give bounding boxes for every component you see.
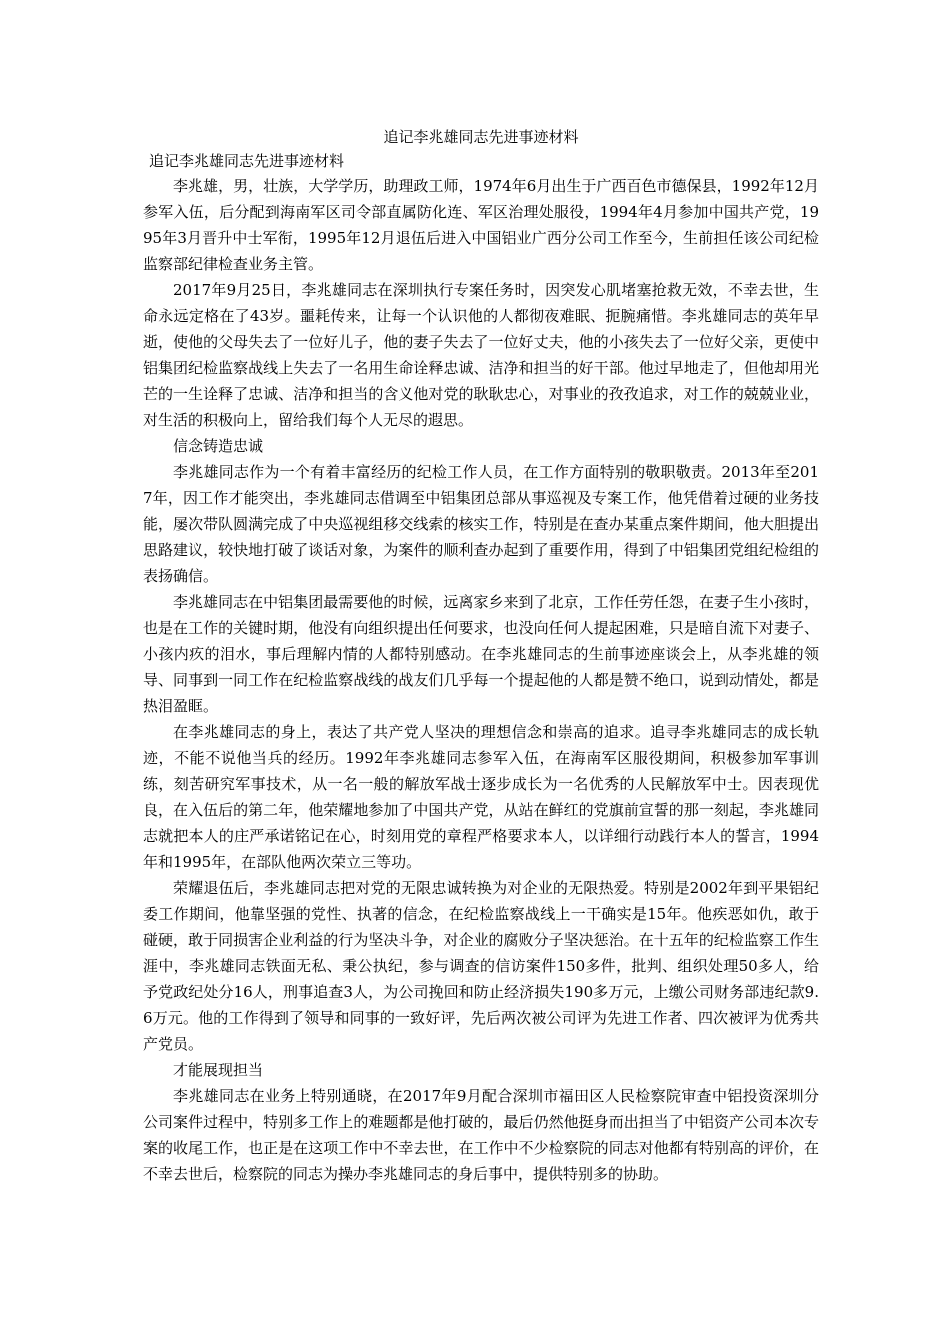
document-page	[143, 127, 819, 1187]
section-heading-loyalty: 信念铸造忠诚	[173, 437, 264, 455]
paragraph-loyalty-4: 荣耀退伍后，李兆雄同志把对党的无限忠诚转换为对企业的无限热爱。特别是2002年到平果铝纪委工作期间，他靠坚强的党性、执著的信念，在纪检监察战线上一干确实是15年。他疾恶如仇，敢于碰硬，敢于同损害企业利益的行为坚决斗争，对企业的腐败分子坚决惩治。在十五年的纪检监察工作生涯中，李兆雄同志铁面无私、秉公执纪，参与调查的信访案件150多件，批判、组织处理50多人，给予党政纪处分16人，刑事追查3人，为公司挽回和防止经济损失190多万元，上缴公司财务部违纪款9.6万元。他的工作得到了领导和同事的一致好评，先后两次被公司评为先进工作者、四次被评为优秀共产党员。	[143, 879, 819, 1053]
paragraph-death: 2017年9月25日，李兆雄同志在深圳执行专案任务时，因突发心肌堵塞抢救无效，不幸去世，生命永远定格在了43岁。噩耗传来，让每一个认识他的人都彻夜难眠、扼腕痛惜。李兆雄同志的英年早逝，使他的父母失去了一位好儿子，他的妻子失去了一位好丈夫，他的小孩失去了一位好父亲，更使中铝集团纪检监察战线上失去了一名用生命诠释忠诚、洁净和担当的好干部。他过早地走了，但他却用光芒的一生诠释了忠诚、洁净和担当的含义他对党的耿耿忠心，对事业的孜孜追求，对工作的兢兢业业，对生活的积极向上，留给我们每个人无尽的遐思。	[143, 281, 819, 429]
paragraph-intro: 李兆雄，男，壮族，大学学历，助理政工师，1974年6月出生于广西百色市德保县，1992年12月参军入伍，后分配到海南军区司令部直属防化连、军区治理处服役，1994年4月参加中国共产党，1995年3月晋升中士军衔，1995年12月退伍后进入中国铝业广西分公司工作至今，生前担任该公司纪检监察部纪律检查业务主管。	[143, 177, 819, 273]
paragraph-responsibility-1: 李兆雄同志在业务上特别通晓，在2017年9月配合深圳市福田区人民检察院审查中铝投资深圳分公司案件过程中，特别多工作上的难题都是他打破的，最后仍然他挺身而出担当了中铝资产公司本次专案的收尾工作，也正是在这项工作中不幸去世，在工作中不少检察院的同志对他都有特别高的评价，在不幸去世后，检察院的同志为操办李兆雄同志的身后事中，提供特别多的协助。	[143, 1087, 819, 1183]
document-title: 追记李兆雄同志先进事迹材料	[383, 128, 579, 146]
paragraph-loyalty-2: 李兆雄同志在中铝集团最需要他的时候，远离家乡来到了北京，工作任劳任怨，在妻子生小孩时，也是在工作的关键时期，他没有向组织提出任何要求，也没向任何人提起困难，只是暗自流下对妻子、小孩内疚的泪水，事后理解内情的人都特别感动。在李兆雄同志的生前事迹座谈会上，从李兆雄的领导、同事到一同工作在纪检监察战线的战友们几乎每一个提起他的人都是赞不绝口，说到动情处，都是热泪盈眶。	[143, 593, 819, 715]
paragraph-loyalty-1: 李兆雄同志作为一个有着丰富经历的纪检工作人员，在工作方面特别的敬职敬责。2013年至2017年，因工作才能突出，李兆雄同志借调至中铝集团总部从事巡视及专案工作，他凭借着过硬的业务技能，屡次带队圆满完成了中央巡视组移交线索的核实工作，特别是在查办某重点案件期间，他大胆提出思路建议，较快地打破了谈话对象，为案件的顺利查办起到了重要作用，得到了中铝集团党组纪检组的表扬确信。	[143, 463, 819, 585]
paragraph-loyalty-3: 在李兆雄同志的身上，表达了共产党人坚决的理想信念和崇高的追求。追寻李兆雄同志的成长轨迹，不能不说他当兵的经历。1992年李兆雄同志参军入伍，在海南军区服役期间，积极参加军事训练，刻苦研究军事技术，从一名一般的解放军战士逐步成长为一名优秀的人民解放军中士。因表现优良，在入伍后的第二年，他荣耀地参加了中国共产党，从站在鲜红的党旗前宣誓的那一刻起，李兆雄同志就把本人的庄严承诺铭记在心，时刻用党的章程严格要求本人，以详细行动践行本人的誓言，1994年和1995年，在部队他两次荣立三等功。	[143, 723, 819, 871]
document-subtitle: 追记李兆雄同志先进事迹材料	[149, 152, 345, 170]
section-heading-responsibility: 才能展现担当	[173, 1061, 264, 1079]
